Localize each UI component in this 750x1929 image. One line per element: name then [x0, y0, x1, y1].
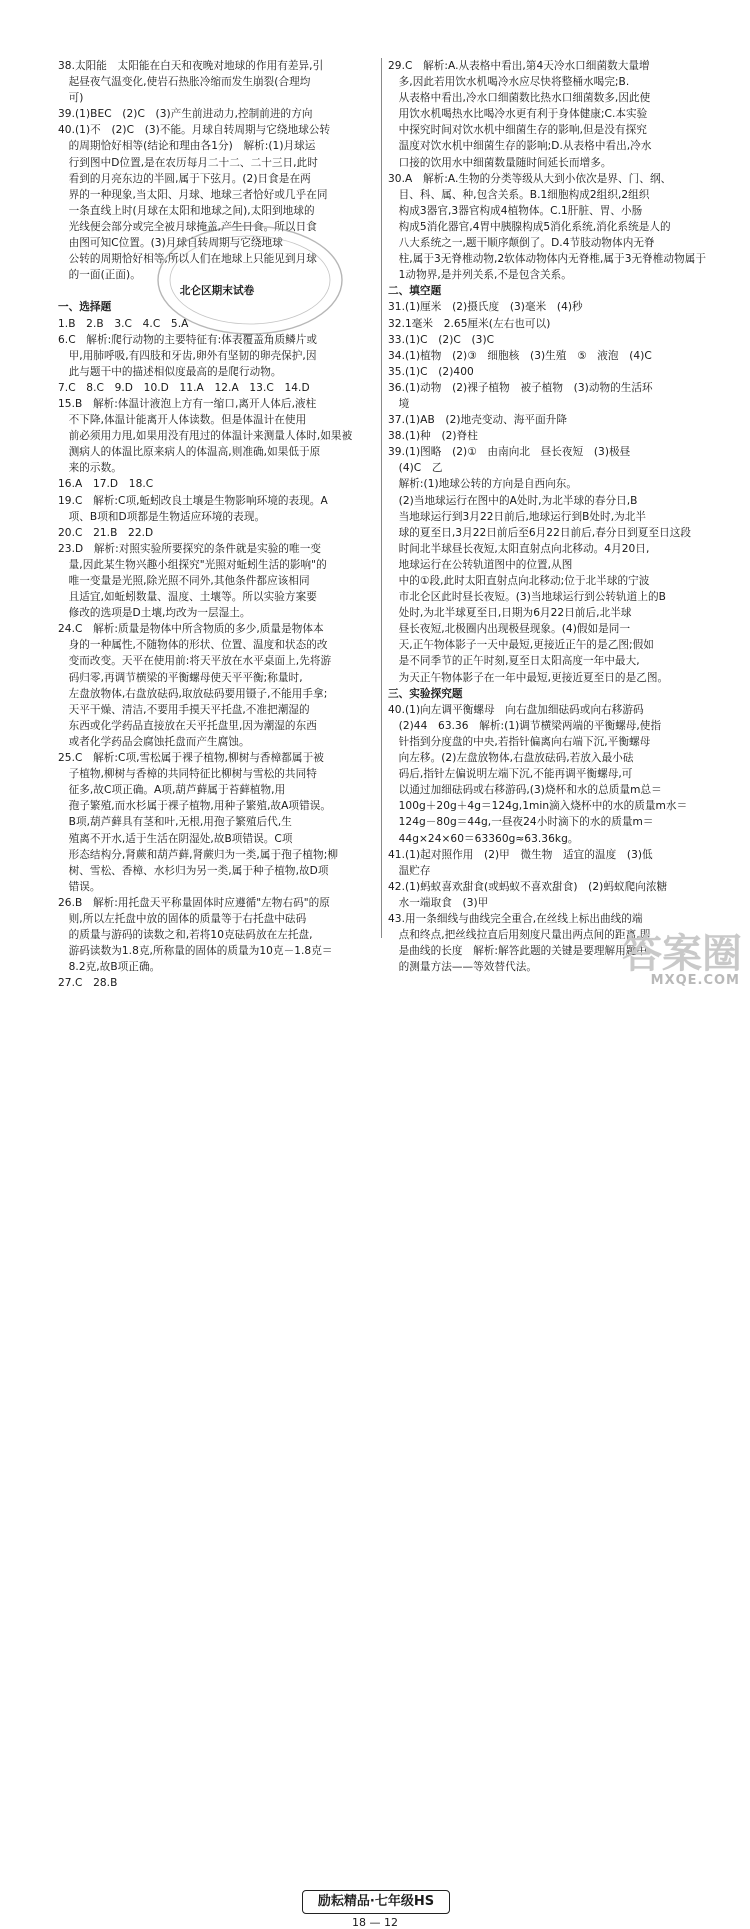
right-text-line: 39.(1)图略 (2)① 由南向北 昼长夜短 (3)极昼 — [388, 446, 631, 459]
left-column — [58, 58, 376, 991]
left-text-line: 起昼夜气温变化,使岩石热胀冷缩而发生崩裂(合理均 — [58, 76, 311, 89]
left-text-line: 征多,故C项正确。A项,葫芦藓属于苔藓植物,用 — [58, 784, 286, 797]
left-text-line: 树、雪松、香樟、水杉归为另一类,属于种子植物,故D项 — [58, 864, 329, 877]
right-text-line: 柱,属于3无脊椎动物,2软体动物体内无脊椎,属于3无脊椎动物属于 — [388, 253, 707, 266]
left-text-line: 40.(1)不 (2)C (3)不能。月球自转周期与它绕地球公转 — [58, 124, 331, 137]
right-text-line: (2)44 63.36 解析:(1)调节横梁两端的平衡螺母,使指 — [388, 719, 662, 732]
left-text-line: 25.C 解析:C项,雪松属于裸子植物,柳树与香樟都属于被 — [58, 752, 324, 765]
left-text-line: 不下降,体温计能离开人体读数。但是体温计在使用 — [58, 414, 307, 427]
right-text-line: 当地球运行到3月22日前后,地球运行到B处时,为北半 — [388, 510, 647, 523]
left-text-line: 界的一种现象,当太阳、月球、地球三者恰好或几乎在同 — [58, 188, 328, 201]
left-text-line: 光线便会部分或完全被月球掩盖,产生日食。所以日食 — [58, 220, 317, 233]
left-text-line: 游码读数为1.8克,所称量的固体的质量为10克－1.8克＝ — [58, 945, 333, 958]
right-text-line: 29.C 解析:A.从表格中看出,第4天冷水口细菌数大量增 — [388, 60, 650, 72]
page-number: 18 — 12 — [352, 1916, 398, 1929]
right-text-line: 针指到分度盘的中央,若指针偏离向右端下沉,平衡螺母 — [388, 735, 651, 748]
left-text-line: 行到图中D位置,是在农历每月二十二、二十三日,此时 — [58, 156, 318, 169]
right-text-line: (4)C 乙 — [388, 462, 443, 475]
left-text-line: 唯一变量是光照,除光照不同外,其他条件都应该相同 — [58, 575, 310, 587]
right-text-line: 用饮水机喝热水比喝冷水更有利于身体健康;C.本实验 — [388, 108, 648, 121]
right-text-line: 口接的饮用水中细菌数量随时间延长而增多。 — [388, 156, 612, 169]
left-text-line: 38.太阳能 太阳能在白天和夜晚对地球的作用有差异,引 — [58, 60, 324, 72]
right-text-line: 境 — [388, 397, 410, 410]
right-text-line: 的测量方法——等效替代法。 — [388, 961, 538, 974]
left-text-line: 8.2克,故B项正确。 — [58, 961, 161, 974]
right-text-line: 是不同季节的正午时刻,夏至日太阳高度一年中最大, — [388, 655, 640, 668]
right-text-line: 温贮存 — [388, 864, 431, 877]
right-text-line: 天,正午物体影子一天中最短,更接近正午的是乙图;假如 — [388, 639, 654, 652]
left-text-line: 量,因此某生物兴趣小组探究"光照对蚯蚓生活的影响"的 — [58, 558, 327, 571]
left-text-line: 的质量与游码的读数之和,若将10克砝码放在左托盘, — [58, 929, 313, 942]
left-text-line: 甲,用肺呼吸,有四肢和牙齿,卵外有坚韧的卵壳保护,因 — [58, 349, 317, 362]
left-text-line: 公转的周期恰好相等,所以人们在地球上只能见到月球 — [58, 253, 317, 266]
right-text-line: 目、科、属、种,包含关系。B.1细胞构成2组织,2组织 — [388, 188, 650, 201]
right-text-line: 以通过加细砝码或右移游码,(3)烧杯和水的总质量m总＝ — [388, 784, 662, 797]
right-text-line: 中的①段,此时太阳直射点向北移动;位于北半球的宁波 — [388, 575, 650, 587]
right-text-line: 码后,指针左偏说明左端下沉,不能再调平衡螺母,可 — [388, 768, 633, 781]
right-text-line: 八大系统之一,题干顺序颠倒了。D.4节肢动物体内无脊 — [388, 237, 655, 250]
left-text-line: 24.C 解析:质量是物体中所含物质的多少,质量是物体本 — [58, 623, 324, 636]
left-text-line: 7.C 8.C 9.D 10.D 11.A 12.A 13.C 14.D — [58, 381, 310, 394]
right-text-line: 31.(1)厘米 (2)摄氏度 (3)毫米 (4)秒 — [388, 301, 583, 314]
left-text-line: 码归零,再调节横梁的平衡螺母使天平平衡;称量时, — [58, 671, 303, 684]
brand-label: 励耘精品·七年级HS — [302, 1890, 450, 1914]
left-text-line: 1.B 2.B 3.C 4.C 5.A — [58, 317, 189, 330]
right-text-line: 37.(1)AB (2)地壳变动、海平面升降 — [388, 414, 568, 427]
left-text-line: B项,葫芦藓具有茎和叶,无根,用孢子繁殖后代,生 — [58, 816, 292, 829]
right-column — [388, 58, 710, 975]
right-text-line: 36.(1)动物 (2)裸子植物 被子植物 (3)动物的生活环 — [388, 381, 653, 394]
column-divider — [381, 58, 382, 938]
right-text-line: 1动物界,是并列关系,不是包含关系。 — [388, 269, 572, 282]
right-text-line: 解析:(1)地球公转的方向是自西向东。 — [388, 478, 578, 491]
left-text-line: 左盘放物体,右盘放砝码,取放砝码要用镊子,不能用手拿; — [58, 687, 328, 700]
right-text-line: 处时,为北半球夏至日,日期为6月22日前后,北半球 — [388, 607, 632, 620]
right-text-line: 32.1毫米 2.65厘米(左右也可以) — [388, 317, 551, 330]
left-text-line: 则,所以左托盘中放的固体的质量等于右托盘中砝码 — [58, 912, 307, 925]
left-text-line: 修改的选项是D土壤,均改为一层湿土。 — [58, 607, 251, 620]
left-text-line: 此与题干中的描述相似度最高的是爬行动物。 — [58, 365, 282, 378]
circular-stamp — [150, 220, 350, 340]
right-text-line: 是曲线的长度 解析:解答此题的关键是要理解用题中 — [388, 945, 648, 958]
left-text-line: 且适宜,如蚯蚓数量、温度、土壤等。所以实验方案要 — [58, 591, 317, 604]
right-text-line: 昼长夜短,北极圈内出现极昼现象。(4)假如是同一 — [388, 623, 631, 636]
left-text-line: 的周期恰好相等(结论和理由各1分) 解析:(1)月球运 — [58, 140, 316, 153]
right-text-line: 为天正午物体影子在一年中最短,更接近夏至日的是乙图。 — [388, 671, 669, 684]
right-text-line: 地球运行在公转轨道图中的位置,从图 — [388, 558, 573, 571]
left-text-line: 来的示数。 — [58, 462, 122, 475]
right-text-line: 构成3器官,3器官构成4植物体。C.1肝脏、胃、小肠 — [388, 204, 643, 217]
right-text-line: 时间北半球昼长夜短,太阳直射点向北移动。4月20日, — [388, 542, 650, 555]
left-text-line: 前必须用力甩,如果用没有甩过的体温计来测量人体时,如果被 — [58, 430, 353, 443]
left-text-line: 39.(1)BEC (2)C (3)产生前进动力,控制前进的方向 — [58, 108, 313, 121]
left-text-line: 殖离不开水,适于生活在阴湿处,故B项错误。C项 — [58, 832, 293, 845]
left-text-line: 20.C 21.B 22.D — [58, 526, 154, 539]
right-text-line: 30.A 解析:A.生物的分类等级从大到小依次是界、门、纲、 — [388, 172, 672, 185]
right-text-line: 中探究时间对饮水机中细菌生存的影响,但是没有探究 — [388, 124, 647, 137]
right-text-line: 从表格中看出,冷水口细菌数比热水口细菌数多,因此使 — [388, 92, 651, 105]
left-text-line: 一条直线上时(月球在太阳和地球之间),太阳到地球的 — [58, 204, 315, 217]
left-text-line: 东西或化学药品直接放在天平托盘里,因为潮湿的东西 — [58, 719, 317, 732]
right-text-line: (2)当地球运行在图中的A处时,为北半球的春分日,B — [388, 494, 638, 507]
left-text-line: 16.A 17.D 18.C — [58, 478, 154, 491]
right-text-line: 向左移。(2)左盘放物体,右盘放砝码,若放入最小砝 — [388, 752, 634, 765]
right-text-line: 水一端取食 (3)甲 — [388, 896, 489, 909]
left-text-line: 身的一种属性,不随物体的形状、位置、温度和状态的改 — [58, 639, 328, 652]
right-text-line: 33.(1)C (2)C (3)C — [388, 333, 495, 346]
left-text-line: 23.D 解析:对照实验所要探究的条件就是实验的唯一变 — [58, 542, 321, 555]
right-text-line: 构成5消化器官,4胃中胰腺构成5消化系统,消化系统是人的 — [388, 220, 671, 233]
left-text-line: 一、选择题 — [58, 301, 112, 314]
right-text-line: 100g＋20g＋4g＝124g,1min滴入烧杯中的水的质量m水＝ — [388, 800, 688, 813]
left-text-line: 26.B 解析:用托盘天平称量固体时应遵循"左物右码"的原 — [58, 896, 330, 909]
left-text-line: 可) — [58, 92, 84, 105]
left-text-line: 子植物,柳树与香樟的共同特征比柳树与雪松的共同特 — [58, 768, 317, 781]
right-text-line: 42.(1)蚂蚁喜欢甜食(或蚂蚁不喜欢甜食) (2)蚂蚁爬向浓糖 — [388, 880, 668, 893]
left-text-line: 项、B项和D项都是生物适应环境的表现。 — [58, 510, 266, 523]
right-text-line: 35.(1)C (2)400 — [388, 365, 474, 378]
left-text-line: 27.C 28.B — [58, 977, 118, 990]
right-text-line: 38.(1)种 (2)脊柱 — [388, 430, 478, 443]
left-text-line: 15.B 解析:体温计液泡上方有一缩口,离开人体后,液柱 — [58, 397, 317, 410]
left-text-line: 或者化学药品会腐蚀托盘而产生腐蚀。 — [58, 735, 250, 748]
right-text-line: 43.用一条细线与曲线完全重合,在丝线上标出曲线的端 — [388, 912, 643, 925]
right-text-line: 44g×24×60＝63360g≈63.36kg。 — [388, 832, 579, 845]
right-text-line: 二、填空题 — [388, 285, 442, 298]
left-text-line: 北仑区期末试卷 — [179, 285, 255, 298]
right-text-line: 40.(1)向左调平衡螺母 向右盘加细砝码或向右移游码 — [388, 703, 644, 716]
watermark-logo: 答案圈 — [622, 931, 742, 977]
left-text-line: 由图可知C位置。(3)月球自转周期与它绕地球 — [58, 237, 283, 250]
right-text-line: 温度对饮水机中细菌生存的影响;D.从表格中看出,冷水 — [388, 140, 652, 153]
right-text-line: 球的夏至日,3月22日前后至6月22日前后,春分日到夏至日这段 — [388, 526, 692, 539]
left-text-line: 的一面(正面)。 — [58, 269, 141, 282]
left-text-line: 测病人的体温比原来病人的体温高,则准确,如果低于原 — [58, 446, 321, 459]
right-text-line: 41.(1)起对照作用 (2)甲 微生物 适宜的温度 (3)低 — [388, 848, 653, 861]
left-text-line: 6.C 解析:爬行动物的主要特征有:体表覆盖角质鳞片或 — [58, 333, 318, 346]
right-text-line: 市北仑区此时昼长夜短。(3)当地球运行到公转轨道上的B — [388, 591, 666, 604]
right-text-line: 点和终点,把丝线拉直后用刻度尺量出两点间的距离,即 — [388, 929, 651, 942]
watermark-url: MXQE.COM — [650, 973, 740, 988]
right-text-line: 34.(1)植物 (2)③ 细胞核 (3)生殖 ⑤ 液泡 (4)C — [388, 349, 652, 362]
left-text-line: 天平干燥、清洁,不要用手摸天平托盘,不准把潮湿的 — [58, 703, 310, 716]
right-text-line: 多,因此若用饮水机喝冷水应尽快将整桶水喝完;B. — [388, 76, 630, 89]
left-text-line: 错误。 — [58, 880, 101, 893]
left-text-line: 19.C 解析:C项,蚯蚓改良土壤是生物影响环境的表现。A — [58, 494, 328, 507]
left-text-line: 孢子繁殖,而水杉属于裸子植物,用种子繁殖,故A项错误。 — [58, 800, 331, 813]
right-text-line: 三、实验探究题 — [388, 687, 463, 700]
left-text-line: 形态结构分,肾蕨和葫芦藓,肾蕨归为一类,属于孢子植物;柳 — [58, 848, 338, 861]
left-text-line: 变而改变。天平在使用前:将天平放在水平桌面上,先将游 — [58, 655, 332, 668]
right-text-line: 124g－80g＝44g,一昼夜24小时滴下的水的质量m＝ — [388, 816, 654, 829]
left-text-line: 看到的月亮东边的半圆,属于下弦月。(2)日食是在两 — [58, 172, 311, 185]
